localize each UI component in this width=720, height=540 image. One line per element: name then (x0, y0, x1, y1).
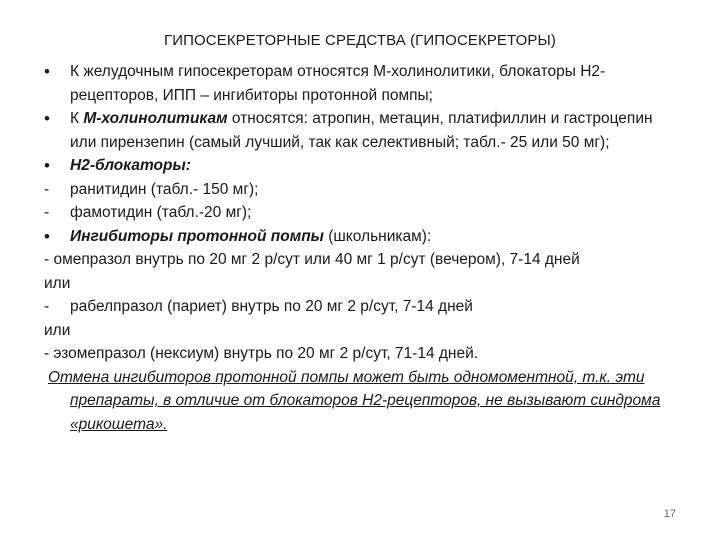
text-line-or-1: или (44, 274, 71, 292)
bullet-item-1 (44, 60, 674, 107)
dash-text: рабелпразол (париет) внутрь по 20 мг 2 р/сут, 7-14 дней (70, 298, 473, 315)
slide-title: ГИПОСЕКРЕТОРНЫЕ СРЕДСТВА (ГИПОСЕКРЕТОРЫ) (164, 32, 556, 49)
dash-item-1 (44, 178, 674, 202)
dash-text: ранитидин (табл.- 150 мг); (70, 180, 259, 198)
bullet-emphasis: Ингибиторы протонной помпы (70, 227, 324, 245)
dash-text: фамотидин (табл.-20 мг); (70, 204, 252, 221)
bullet-text: (школьникам): (323, 227, 432, 245)
bullet-item-3 (44, 154, 674, 178)
bullet-item-4 (44, 225, 674, 249)
text-line-omeprazole: - омепразол внутрь по 20 мг 2 р/сут или 40 мг 1 р/сут (вечером), 7-14 дней (44, 251, 580, 268)
bullet-text: К желудочным гипосекреторам относятся М-холинолитики, блокаторы Н2-рецепторов, ИПП – ингибиторы протонной помпы; (70, 63, 606, 104)
text-line-or-2: или (44, 321, 71, 339)
dash-item-2 (44, 201, 674, 225)
dash-marker: - (44, 298, 50, 315)
bullet-marker: • (44, 226, 50, 246)
bullet-emphasis: Н2-блокаторы: (70, 157, 191, 174)
note-text: Отмена ингибиторов протонной помпы может быть одномоментной, т.к. эти препараты, в отличие от блокаторов Н2-рецепторов, не вызывают синдрома «рикошета». (48, 368, 661, 433)
bullet-item-2 (44, 107, 674, 154)
text-line-esomeprazole: - эзомепразол (нексиум) внутрь по 20 мг 2 р/сут, 71-14 дней. (44, 345, 479, 362)
dash-marker: - (44, 204, 50, 221)
dash-marker: - (44, 180, 50, 198)
bullet-emphasis: М-холинолитикам (83, 110, 228, 127)
bullet-text-prefix: К (70, 110, 84, 127)
bullet-text: относятся: атропин, метацин, платифиллин и гастроцепин или пирензепин (самый лучший, так как селективный; табл.- 25 или 50 мг); (70, 110, 653, 151)
bullet-marker: • (44, 62, 50, 81)
slide-content (44, 60, 674, 436)
bullet-marker: • (44, 156, 50, 175)
bullet-marker: • (44, 109, 50, 128)
dash-item-3 (44, 295, 674, 319)
page-number: 17 (663, 508, 676, 520)
